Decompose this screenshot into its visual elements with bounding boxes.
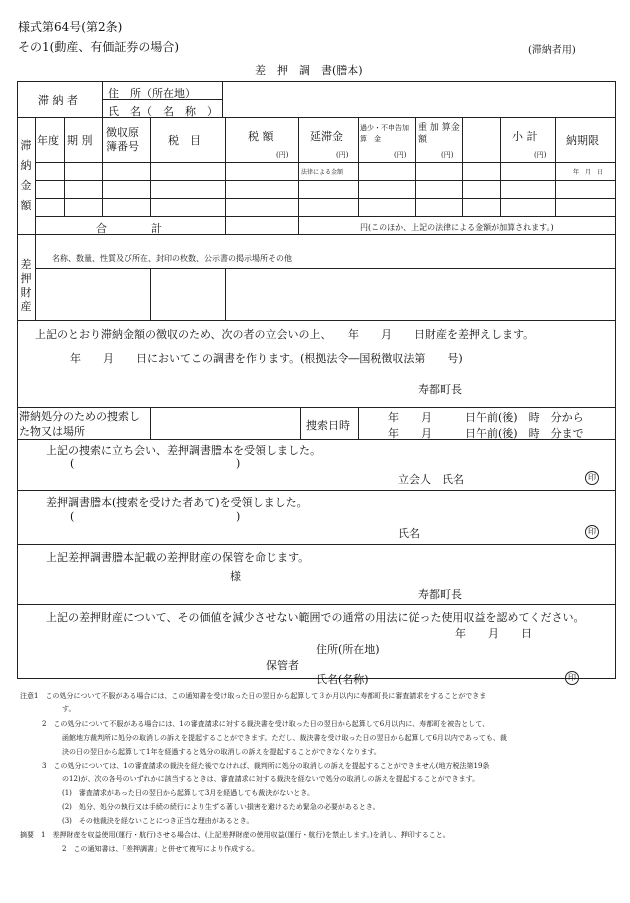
usage-keeper: 保管者 — [266, 659, 299, 672]
receipt-paren-open: ( — [70, 510, 75, 523]
note-3e: (3) その他裁決を経ないことにつき正当な理由があるとき。 — [62, 817, 254, 825]
custody-text: 上記差押調書謄本記載の差押財産の保管を命じます。 — [46, 551, 310, 564]
property-description: 名称、数量、性質及び所在、封印の枚数、公示書の掲示場所その他 — [52, 254, 292, 263]
statement-line1: 上記のとおり滞納金額の徴収のため、次の者の立会いの上、 年 月 日財産を差押えします。 — [35, 328, 535, 341]
deadline-date-format: 年 月 日 — [573, 169, 604, 176]
name-label: 氏 名（ 名 称 ） — [108, 105, 218, 118]
note-2c: 決の日の翌日から起算して1年を経過すると処分の取消しの訴えを提起することができなくなります。 — [62, 748, 381, 756]
col-subtotal: 小 計 — [512, 130, 538, 143]
form-number: 様式第64号(第2条) — [18, 20, 123, 34]
col-tax: 税 額 — [248, 130, 274, 143]
note-3b: の12)が、次の各号のいずれかに該当するときは、審査請求に対する裁決を経ないで処分の取消しの訴えを提起することができます。 — [62, 775, 480, 783]
witness-paren-close: ) — [236, 457, 241, 470]
usage-text: 上記の差押財産について、その価値を減少させない範囲での通常の用法に従った使用収益を認めてください。 — [46, 611, 585, 624]
note-3a: 3 この処分については、1の審査請求の裁決を経た後でなければ、裁判所に処分の取消しの訴えを提起することができません(地方税法第19条 — [42, 762, 490, 770]
col-deadline: 納期限 — [566, 134, 599, 147]
unit-yen-delinquency: (円) — [336, 151, 349, 159]
usage-address: 住所(所在地) — [316, 643, 380, 656]
search-to: 年 月 日午前(後) 時 分まで — [388, 427, 584, 440]
custody-honorific: 様 — [230, 570, 241, 583]
witness-paren-open: ( — [70, 457, 75, 470]
note-1b: す。 — [62, 705, 76, 713]
total-label: 合 計 — [96, 222, 162, 235]
statement-line2: 年 月 日においてこの調書を作ります。(根拠法令―国税徴収法第 号) — [70, 352, 463, 365]
note-1a: 注意1 この処分について不服がある場合には、この通知書を受け取った日の翌日から起算して３か月以内に寿都町長に審査請求をすることができま — [20, 692, 487, 700]
receipt-signer: 氏名 — [398, 527, 420, 540]
total-note: 円(このほか、上記の法律による金額が加算されます。) — [360, 223, 554, 232]
note-2b: 函館地方裁判所に処分の取消しの訴えを提起することができます。ただし、裁決書を受け取った日の翌日から起算して6月以内であっても、裁 — [62, 734, 507, 742]
property-side-label: 差押財産 — [20, 258, 32, 313]
witness-signer: 立会人 氏名 — [398, 473, 464, 486]
col-ledger: 徴収原簿番号 — [106, 126, 139, 153]
page-title: 差 押 調 書(謄本) — [255, 64, 363, 77]
usage-date: 年 月 日 — [455, 627, 532, 640]
form-subtitle: その1(動産、有価証券の場合) — [18, 40, 179, 54]
unit-yen-additional: (円) — [394, 151, 407, 159]
copy-type: (滞納者用) — [528, 45, 576, 56]
col-period: 期 別 — [67, 134, 93, 147]
unit-yen-tax: (円) — [276, 151, 289, 159]
witness-text: 上記の捜索に立ち会い、差押調書謄本を受領しました。 — [46, 444, 321, 457]
custody-mayor: 寿都町長 — [418, 588, 462, 601]
col-additional: 過少・不申告加 算 金 — [360, 124, 416, 143]
law-amount-note: 法律による金額 — [301, 169, 344, 176]
taxpayer-label: 滞 納 者 — [38, 94, 78, 107]
search-datetime-label: 捜索日時 — [306, 419, 350, 432]
receipt-seal-icon: 印 — [585, 525, 599, 539]
amount-side-label: 滞納金額 — [20, 139, 32, 212]
usage-name: 氏名(名称) — [316, 673, 369, 686]
usage-seal-icon: 印 — [565, 671, 579, 685]
search-label: 滞納処分のための捜索した物又は場所 — [19, 410, 140, 438]
statement-mayor: 寿都町長 — [418, 383, 462, 396]
summary-1: 摘要 1 差押財産を収益使用(運行・航行)させる場合は、(上記差押財産の使用収益(運行・航行)を禁止します。)を消し、押印すること。 — [20, 831, 450, 839]
note-2a: 2 この処分について不服がある場合には、1の審査請求に対する裁決書を受け取った日の翌日から起算して6月以内に、寿都町を被告として、 — [42, 720, 490, 728]
col-year: 年度 — [37, 134, 59, 147]
witness-seal-icon: 印 — [585, 471, 599, 485]
unit-yen-subtotal: (円) — [534, 151, 547, 159]
receipt-paren-close: ) — [236, 510, 241, 523]
col-delinquency: 延滞金 — [310, 130, 343, 143]
search-from: 年 月 日午前(後) 時 分から — [388, 411, 584, 424]
col-item: 税 目 — [168, 134, 201, 147]
receipt-text: 差押調書謄本(捜索を受けた者あて)を受領しました。 — [46, 496, 308, 509]
address-label: 住 所（所在地） — [108, 87, 196, 100]
unit-yen-heavy: (円) — [441, 151, 454, 159]
summary-2: 2 この通知書は、「差押調書」と併せて複写により作成する。 — [62, 845, 259, 853]
note-3d: (2) 処分、処分の執行又は手続の続行により生ずる著しい損害を避けるため緊急の必要があるとき。 — [62, 803, 380, 811]
col-heavy: 重 加 算金 額 — [418, 123, 460, 145]
note-3c: (1) 審査請求があった日の翌日から起算して3月を経過しても裁決がないとき。 — [62, 789, 315, 797]
